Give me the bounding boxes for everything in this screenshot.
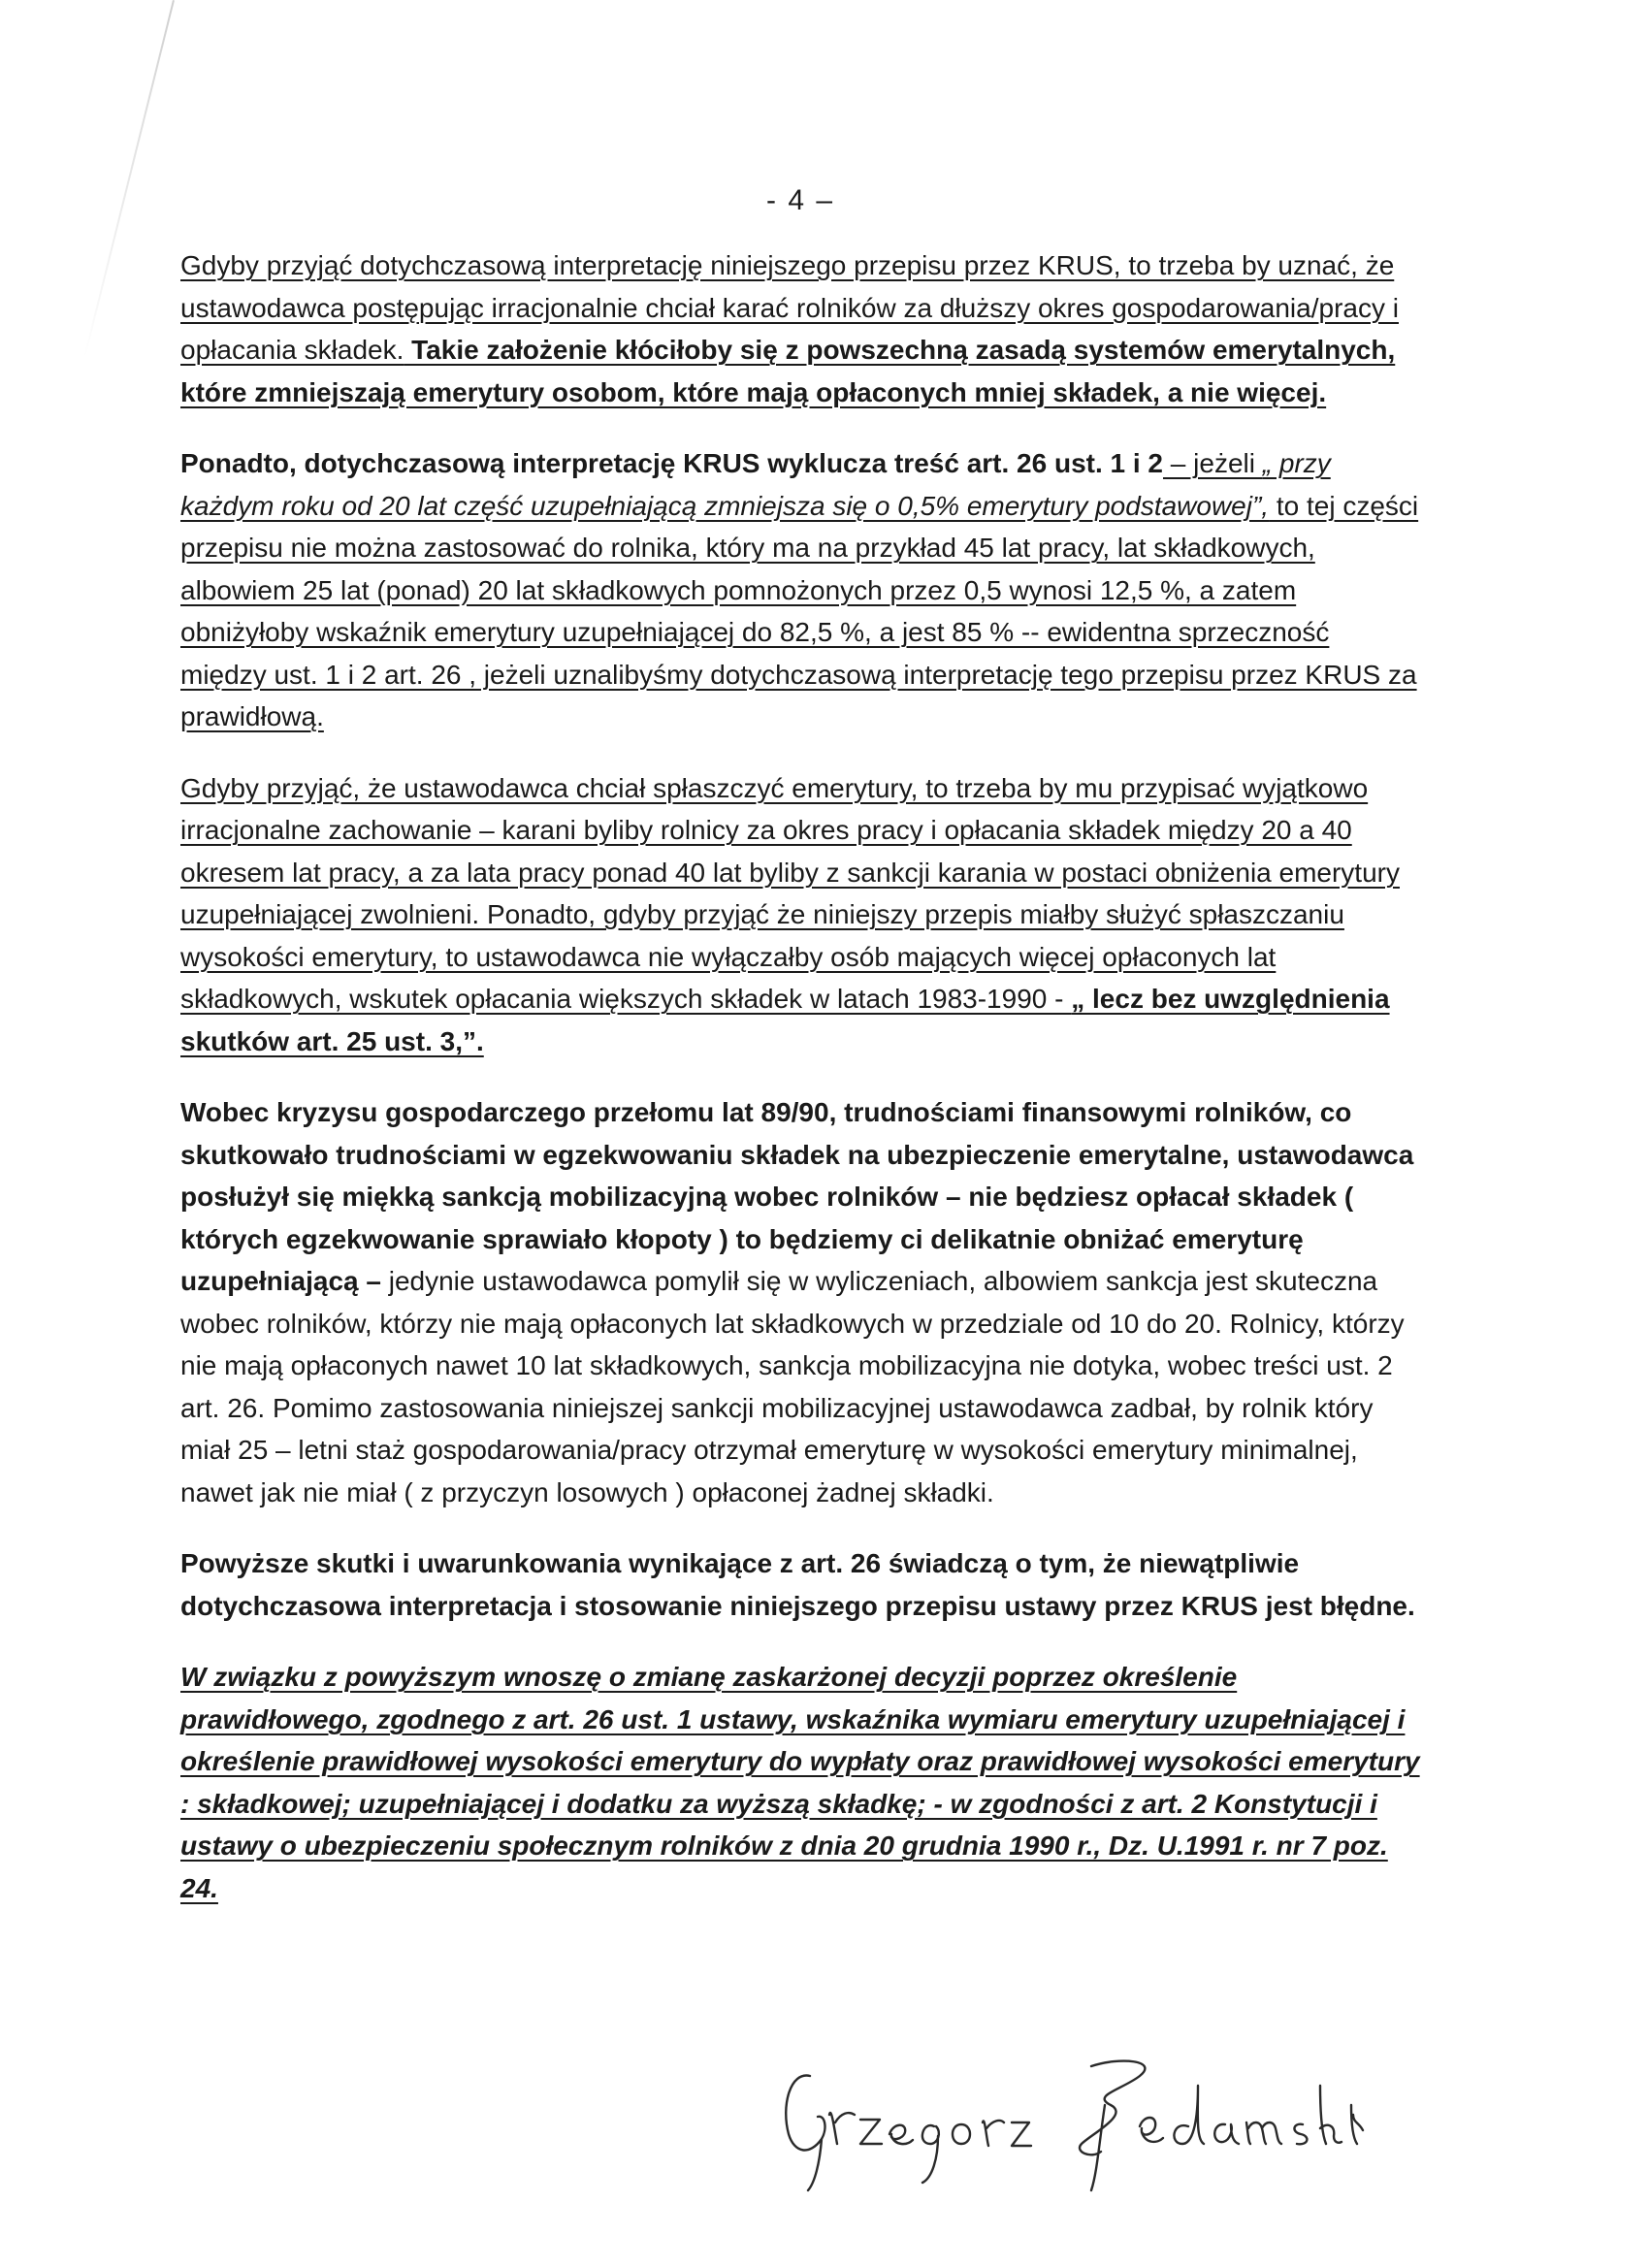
document-body	[180, 244, 1422, 1909]
paragraph-2-text-a: Ponadto, dotychczasową interpretację KRUS wyklucza treść art. 26 ust. 1 i 2	[180, 448, 1164, 478]
paragraph-3-text-a: Gdyby przyjąć, że ustawodawca chciał spłaszczyć emerytury, to trzeba by mu przypisać wyjątkowo irracjonalne zachowanie – karani byliby rolnicy za okres pracy i opłacania składek między 20 a 40 okresem lat pracy, a za lata pracy ponad 40 lat byliby z sankcji karania w postaci obniżenia emerytury uzupełniającej zwolnieni. Ponadto, gdyby przyjąć że niniejszy przepis miałby służyć spłaszczaniu wysokości emerytury, to ustawodawca nie wyłączałby osób mających więcej opłaconych lat składkowych, wskutek opłacania większych składek w latach 1983-1990 -	[180, 772, 1400, 1014]
paragraph-4-text-b: jedynie ustawodawca pomylił się w wyliczeniach, albowiem sankcja jest skuteczna wobec rolników, którzy nie mają opłaconych lat składkowych w przedziale od 10 do 20. Rolnicy, którzy nie mają opłaconych nawet 10 lat składkowych, sankcja mobilizacyjna nie dotyka, wobec treści ust. 2 art. 26. Pomimo zastosowania niniejszej sankcji mobilizacyjnej ustawodawca zadbał, by rolnik który miał 25 – letni staż gospodarowania/pracy otrzymał emeryturę w wysokości emerytury minimalnej, nawet jak nie miał ( z przyczyn losowych ) opłaconej żadnej składki.	[180, 1266, 1405, 1507]
handwritten-signature	[771, 2047, 1373, 2192]
paragraph-2-text-b: – jeżeli	[1163, 448, 1263, 478]
paragraph-4-text-a: Wobec kryzysu gospodarczego przełomu lat 89/90, trudnościami finansowymi rolników, co skutkowało trudnościami w egzekwowaniu składek na ubezpieczenie emerytalne, ustawodawca posłużył się miękką sankcją mobilizacyjną wobec rolników – nie będziesz opłacał składek ( których egzekwowanie sprawiało kłopoty ) to będziemy ci delikatnie obniżać emeryturę uzupełniającą –	[180, 1097, 1414, 1296]
paragraph-3-quote: „ lecz bez uwzględnienia skutków art. 25 ust. 3,”.	[180, 984, 1390, 1056]
scan-edge-line	[83, 0, 175, 358]
paragraph-6-request	[180, 1656, 1422, 1909]
paragraph-2	[180, 442, 1422, 738]
paragraph-2-text-c: to tej części przepisu nie można zastosować do rolnika, który ma na przykład 45 lat pracy, lat składkowych, albowiem 25 lat (ponad) 20 lat składkowych pomnożonych przez 0,5 wynosi 12,5 %, a zatem obniżyłoby wskaźnik emerytury uzupełniającej do 82,5 %, a jest 85 % -- ewidentna sprzeczność między ust. 1 i 2 art. 26 , jeżeli uznalibyśmy dotychczasową interpretację tego przepisu przez KRUS za prawidłową.	[180, 490, 1419, 731]
paragraph-6-text: W związku z powyższym wnoszę o zmianę zaskarżonej decyzji poprzez określenie prawidłowego, zgodnego z art. 26 ust. 1 ustawy, wskaźnika wymiaru emerytury uzupełniającej i określenie prawidłowej wysokości emerytury do wypłaty oraz prawidłowej wysokości emerytury : składkowej; uzupełniającej i dodatku za wyższą składkę; - w zgodności z art. 2 Konstytucji i ustawy o ubezpieczeniu społecznym rolników z dnia 20 grudnia 1990 r., Dz. U.1991 r. nr 7 poz. 24.	[180, 1662, 1420, 1903]
paragraph-4	[180, 1091, 1422, 1513]
paragraph-3	[180, 767, 1422, 1063]
page-number: - 4 –	[766, 184, 835, 216]
paragraph-5	[180, 1542, 1422, 1627]
paragraph-5-text: Powyższe skutki i uwarunkowania wynikające z art. 26 świadczą o tym, że niewątpliwie dotychczasowa interpretacja i stosowanie niniejszego przepisu ustawy przez KRUS jest błędne.	[180, 1548, 1415, 1621]
paragraph-2-quote: „ przy każdym roku od 20 lat część uzupełniającą zmniejsza się o 0,5% emerytury podstawowej”,	[180, 448, 1331, 521]
paragraph-1	[180, 244, 1422, 413]
paragraph-1-text-a: Gdyby przyjąć dotychczasową interpretację niniejszego przepisu przez KRUS, to trzeba by uznać, że ustawodawca postępując irracjonalnie chciał karać rolników za dłuższy okres gospodarowania/pracy i opłacania składek.	[180, 250, 1399, 365]
paragraph-1-text-b: Takie założenie kłóciłoby się z powszechną zasadą systemów emerytalnych, które zmniejszają emerytury osobom, które mają opłaconych mniej składek, a nie więcej.	[180, 335, 1396, 407]
